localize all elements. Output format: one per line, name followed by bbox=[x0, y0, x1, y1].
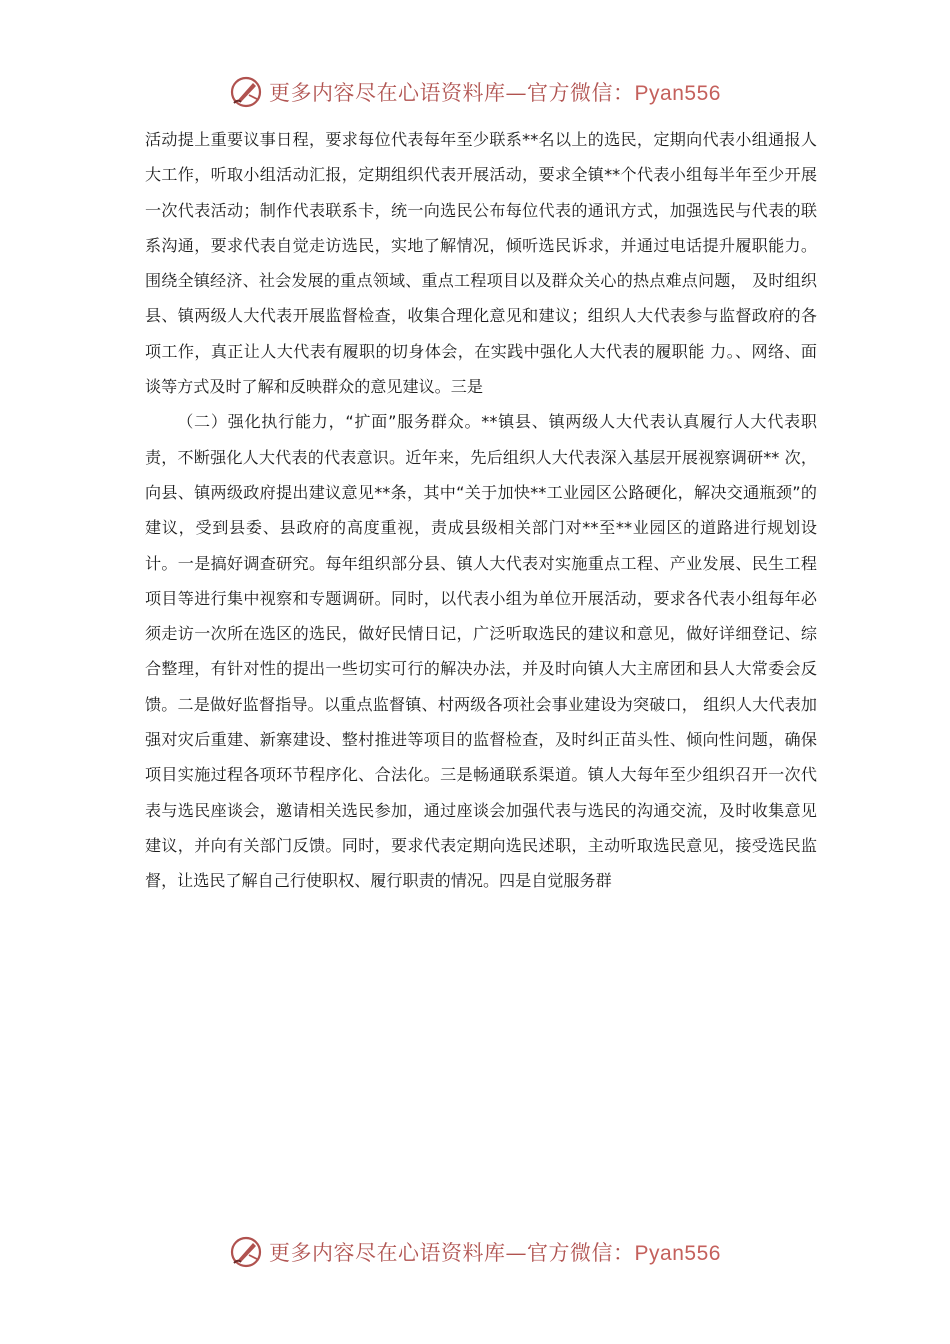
footer-banner-cn: 更多内容尽在心语资料库—官方微信： bbox=[269, 1241, 635, 1265]
header-banner bbox=[0, 72, 950, 112]
header-banner-cn: 更多内容尽在心语资料库—官方微信： bbox=[269, 81, 635, 105]
footer-banner-text bbox=[269, 1237, 721, 1267]
header-banner-text bbox=[269, 77, 721, 107]
quill-pen-logo-icon bbox=[229, 1235, 263, 1269]
document-body bbox=[145, 122, 817, 899]
footer-banner-wechat-id: Pyan556 bbox=[634, 1242, 721, 1265]
body-paragraph-2: （二）强化执行能力，“扩面”服务群众。**镇县、镇两级人大代表认真履行人大代表职责，不断强化人大代表的代表意识。近年来，先后组织人大代表深入基层开展视察调研** 次，向县、镇两级政府提出建议意见**条，其中“关于加快**工业园区公路硬化，解决交通瓶颈”的建议，受到县委、县政府的高度重视，责成县级相关部门对**至**业园区的道路进行规划设计。一是搞好调查研究。每年组织部分县、镇人大代表对实施重点工程、产业发展、民生工程项目等进行集中视察和专题调研。同时，以代表小组为单位开展活动，要求各代表小组每年必须走访一次所在选区的选民，做好民情日记，广泛听取选民的建议和意见，做好详细登记、综合整理，有针对性的提出一些切实可行的解决办法，并及时向镇人大主席团和县人大常委会反馈。二是做好监督指导。以重点监督镇、村两级各项社会事业建设为突破口， 组织人大代表加强对灾后重建、新寨建设、整村推进等项目的监督检查，及时纠正苗头性、倾向性问题，确保项目实施过程各项环节程序化、合法化。三是畅通联系渠道。镇人大每年至少组织召开一次代表与选民座谈会，邀请相关选民参加，通过座谈会加强代表与选民的沟通交流，及时收集意见建议，并向有关部门反馈。同时，要求代表定期向选民述职，主动听取选民意见，接受选民监督，让选民了解自己行使职权、履行职责的情况。四是自觉服务群 bbox=[145, 412, 817, 891]
header-banner-wechat-id: Pyan556 bbox=[634, 82, 721, 105]
footer-banner bbox=[0, 1232, 950, 1272]
quill-pen-logo-icon bbox=[229, 75, 263, 109]
body-paragraph-1: 活动提上重要议事日程，要求每位代表每年至少联系**名以上的选民，定期向代表小组通报人大工作，听取小组活动汇报，定期组织代表开展活动，要求全镇**个代表小组每半年至少开展一次代表活动；制作代表联系卡，统一向选民公布每位代表的通讯方式，加强选民与代表的联系沟通，要求代表自觉走访选民，实地了解情况，倾听选民诉求，并通过电话提升履职能力。围绕全镇经济、社会发展的重点领域、重点工程项目以及群众关心的热点难点问题， 及时组织县、镇两级人大代表开展监督检查，收集合理化意见和建议；组织人大代表参与监督政府的各项工作，真正让人大代表有履职的切身体会，在实践中强化人大代表的履职能 力。、网络、面谈等方式及时了解和反映群众的意见建议。三是 bbox=[145, 130, 817, 397]
